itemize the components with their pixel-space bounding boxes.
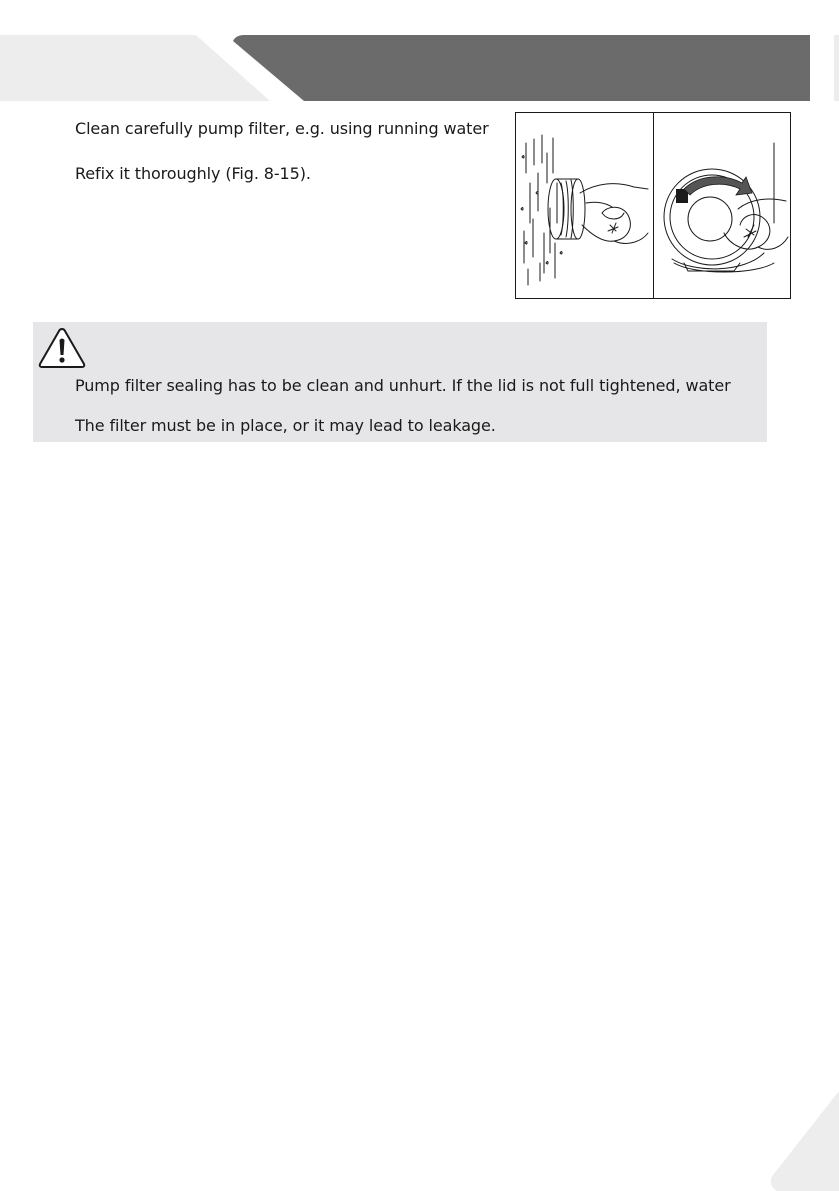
refix-filter-instruction: Refix it thoroughly (Fig. 8-15). [75, 164, 311, 183]
screw-filter-back-illustration [654, 113, 791, 298]
header-dark-bar [233, 35, 810, 101]
header-light-tab [0, 35, 270, 101]
rinse-filter-under-water-illustration [516, 113, 653, 298]
warning-sealing-text: Pump filter sealing has to be clean and unhurt. If the lid is not full tightened, water [75, 376, 731, 395]
clean-filter-instruction: Clean carefully pump filter, e.g. using running water [75, 119, 489, 138]
warning-box [33, 322, 767, 442]
warning-leakage-text: The filter must be in place, or it may lead to leakage. [75, 416, 496, 435]
page-corner-tab [767, 1091, 839, 1191]
header-edge-tab [834, 35, 839, 101]
figure-8-15 [515, 112, 791, 299]
header-band [0, 35, 839, 101]
warning-triangle-icon [37, 326, 87, 370]
